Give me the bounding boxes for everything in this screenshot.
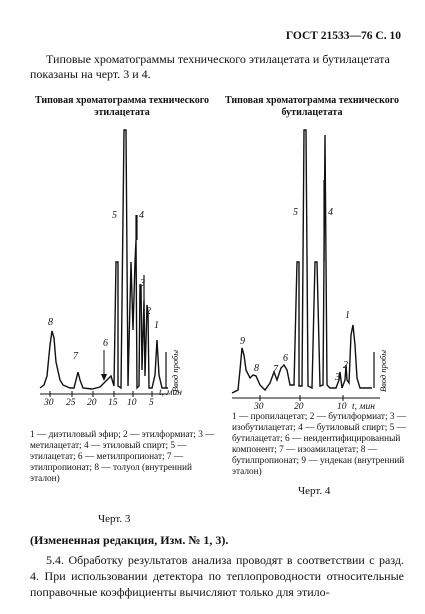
left-peak-label-7: 7 bbox=[73, 351, 78, 362]
right-xtick: 30 bbox=[254, 402, 264, 412]
left-peak-label-5: 5 bbox=[112, 210, 117, 221]
left-peak-label-1: 1 bbox=[154, 320, 159, 331]
right-peak-label-5: 5 bbox=[293, 207, 298, 218]
left-peak-label-2: 2 bbox=[146, 306, 151, 317]
intro-paragraph: Типовые хроматограммы технического этилацетата и бутилацетата показаны на черт. 3 и 4. bbox=[30, 52, 390, 81]
left-xtick: 25 bbox=[66, 398, 76, 408]
chart-left-title: Типовая хроматограмма технического этилацетата bbox=[34, 95, 210, 118]
right-xlabel: t, мин bbox=[352, 402, 375, 412]
body-paragraph: 5.4. Обработку результатов анализа проводят в соответствии с разд. 4. При использовании детектора по теплопроводности относительные поправочные коэффициенты вычисляют только для этило- bbox=[30, 553, 404, 599]
chart-right-legend: 1 — пропилацетат; 2 — бутилформиат; 3 — изобутилацетат; 4 — бутиловый спирт; 5 — бутилацетат; 6 — неидентифицированный компонент; 7 — изоамилацетат; 8 — бутилпропионат; 9 — ундекан (внутренний эталон) bbox=[232, 412, 407, 477]
left-xtick: 30 bbox=[44, 398, 54, 408]
right-peak-label-8: 8 bbox=[254, 363, 259, 374]
left-peak-label-3: 3 bbox=[140, 278, 145, 289]
chart-right-trace bbox=[232, 130, 372, 393]
right-peak-label-6: 6 bbox=[283, 353, 288, 364]
left-xlabel: t, мин bbox=[159, 388, 182, 398]
right-inject-label: Ввод пробы bbox=[378, 350, 388, 393]
right-peak-label-7: 7 bbox=[273, 364, 278, 375]
right-peak-label-1: 1 bbox=[345, 310, 350, 321]
chart-right-caption: Черт. 4 bbox=[298, 485, 331, 497]
page-header: ГОСТ 21533—76 С. 10 bbox=[285, 30, 401, 42]
right-peak-label-2: 2 bbox=[343, 360, 348, 371]
left-xtick: 15 bbox=[108, 398, 118, 408]
right-peak-label-4: 4 bbox=[328, 207, 333, 218]
left-peak-label-6: 6 bbox=[103, 338, 108, 349]
chart-right-title: Типовая хроматограмма технического бутилацетата bbox=[224, 95, 400, 118]
right-peak-label-9: 9 bbox=[240, 336, 245, 347]
right-xtick: 20 bbox=[294, 402, 304, 412]
left-xtick: 20 bbox=[87, 398, 97, 408]
left-xtick: 10 bbox=[127, 398, 137, 408]
left-inject-label: Ввод пробы bbox=[170, 350, 180, 393]
left-peak-label-8: 8 bbox=[48, 317, 53, 328]
right-xtick: 10 bbox=[337, 402, 347, 412]
left-xtick: 5 bbox=[149, 398, 154, 408]
chart-left-caption: Черт. 3 bbox=[98, 513, 131, 525]
left-peak-label-4: 4 bbox=[139, 210, 144, 221]
amendment-note: (Измененная редакция, Изм. № 1, 3). bbox=[30, 533, 229, 547]
right-peak-label-3: 3 bbox=[335, 372, 340, 383]
chart-left-legend: 1 — диэтиловый эфир; 2 — этилформиат; 3 — метилацетат; 4 — этиловый спирт; 5 — этилацетат; 6 — метилпропионат; 7 — этилпропионат; 8 — толуол (внутренний эталон) bbox=[30, 430, 215, 484]
